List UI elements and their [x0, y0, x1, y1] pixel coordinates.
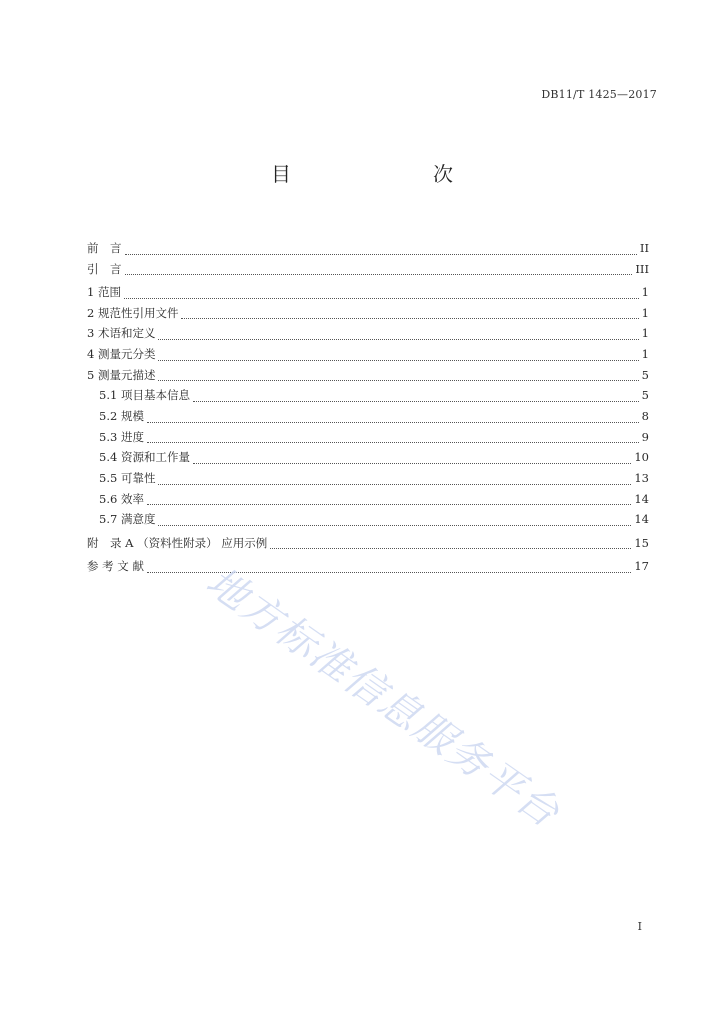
- toc-entry[interactable]: [87, 282, 649, 303]
- toc-entry-page: 14: [634, 491, 649, 506]
- toc-subentry[interactable]: [87, 489, 649, 510]
- toc-entry-label: 引 言: [87, 261, 122, 276]
- table-of-contents: [87, 238, 649, 577]
- toc-entry[interactable]: [87, 303, 649, 324]
- toc-leader-dots: [147, 442, 639, 443]
- toc-subentry[interactable]: [87, 447, 649, 468]
- toc-leader-dots: [125, 254, 637, 255]
- toc-entry-page: 1: [641, 305, 649, 320]
- toc-entry-label: 5.1 项目基本信息: [99, 388, 190, 403]
- toc-leader-dots: [147, 504, 631, 505]
- toc-entry-label: 5 测量元描述: [87, 367, 156, 382]
- toc-entry-label: 4 测量元分类: [87, 346, 156, 361]
- toc-subentry[interactable]: [87, 468, 649, 489]
- toc-entry-label: 5.5 可靠性: [99, 471, 156, 486]
- toc-leader-dots: [147, 422, 639, 423]
- toc-leader-dots: [158, 525, 631, 526]
- toc-entry-page: 10: [634, 450, 649, 465]
- page-number: I: [637, 920, 642, 933]
- toc-leader-dots: [124, 298, 639, 299]
- toc-entry-page: 1: [641, 346, 649, 361]
- toc-entry-page: 5: [641, 388, 649, 403]
- toc-entry-label: 5.7 满意度: [99, 512, 156, 527]
- toc-entry-label: 3 术语和定义: [87, 326, 156, 341]
- toc-leader-dots: [158, 380, 638, 381]
- toc-entry-label: 5.2 规模: [99, 408, 144, 423]
- toc-entry-page: 1: [641, 284, 649, 299]
- toc-entry-page: 5: [641, 367, 649, 382]
- watermark: 地方标准信息服务平台: [197, 558, 569, 838]
- toc-leader-dots: [193, 463, 631, 464]
- toc-entry-label: 前 言: [87, 240, 122, 255]
- toc-entry-label: 附 录 A （资料性附录） 应用示例: [87, 535, 268, 550]
- toc-subentry[interactable]: [87, 427, 649, 448]
- toc-leader-dots: [158, 360, 638, 361]
- toc-entry-page: 13: [634, 471, 649, 486]
- toc-entry-page: 14: [634, 512, 649, 527]
- toc-entry-page: 17: [634, 558, 649, 573]
- toc-entry-page: II: [639, 240, 649, 255]
- toc-entry-label: 2 规范性引用文件: [87, 305, 179, 320]
- toc-entry[interactable]: [87, 365, 649, 386]
- page-title: 目 次: [271, 162, 487, 186]
- toc-entry-label: 5.6 效率: [99, 491, 144, 506]
- toc-entry-label: 5.4 资源和工作量: [99, 450, 190, 465]
- toc-subentry[interactable]: [87, 385, 649, 406]
- toc-leader-dots: [158, 484, 631, 485]
- toc-entry[interactable]: [87, 556, 649, 577]
- toc-entry-page: 15: [634, 535, 649, 550]
- toc-leader-dots: [270, 548, 631, 549]
- toc-entry[interactable]: [87, 259, 649, 280]
- toc-subentry[interactable]: [87, 509, 649, 530]
- toc-leader-dots: [193, 401, 639, 402]
- document-code: DB11/T 1425—2017: [541, 88, 657, 101]
- toc-leader-dots: [181, 318, 638, 319]
- toc-entry-label: 参 考 文 献: [87, 558, 144, 573]
- toc-entry[interactable]: [87, 323, 649, 344]
- toc-entry-label: 1 范围: [87, 284, 121, 299]
- toc-entry[interactable]: [87, 533, 649, 554]
- toc-entry[interactable]: [87, 344, 649, 365]
- toc-entry-page: 1: [641, 326, 649, 341]
- toc-leader-dots: [158, 339, 638, 340]
- toc-entry-label: 5.3 进度: [99, 429, 144, 444]
- toc-entry-page: 8: [641, 408, 649, 423]
- toc-entry-page: 9: [641, 429, 649, 444]
- toc-entry[interactable]: [87, 238, 649, 259]
- toc-entry-page: III: [635, 261, 649, 276]
- toc-leader-dots: [125, 274, 633, 275]
- toc-subentry[interactable]: [87, 406, 649, 427]
